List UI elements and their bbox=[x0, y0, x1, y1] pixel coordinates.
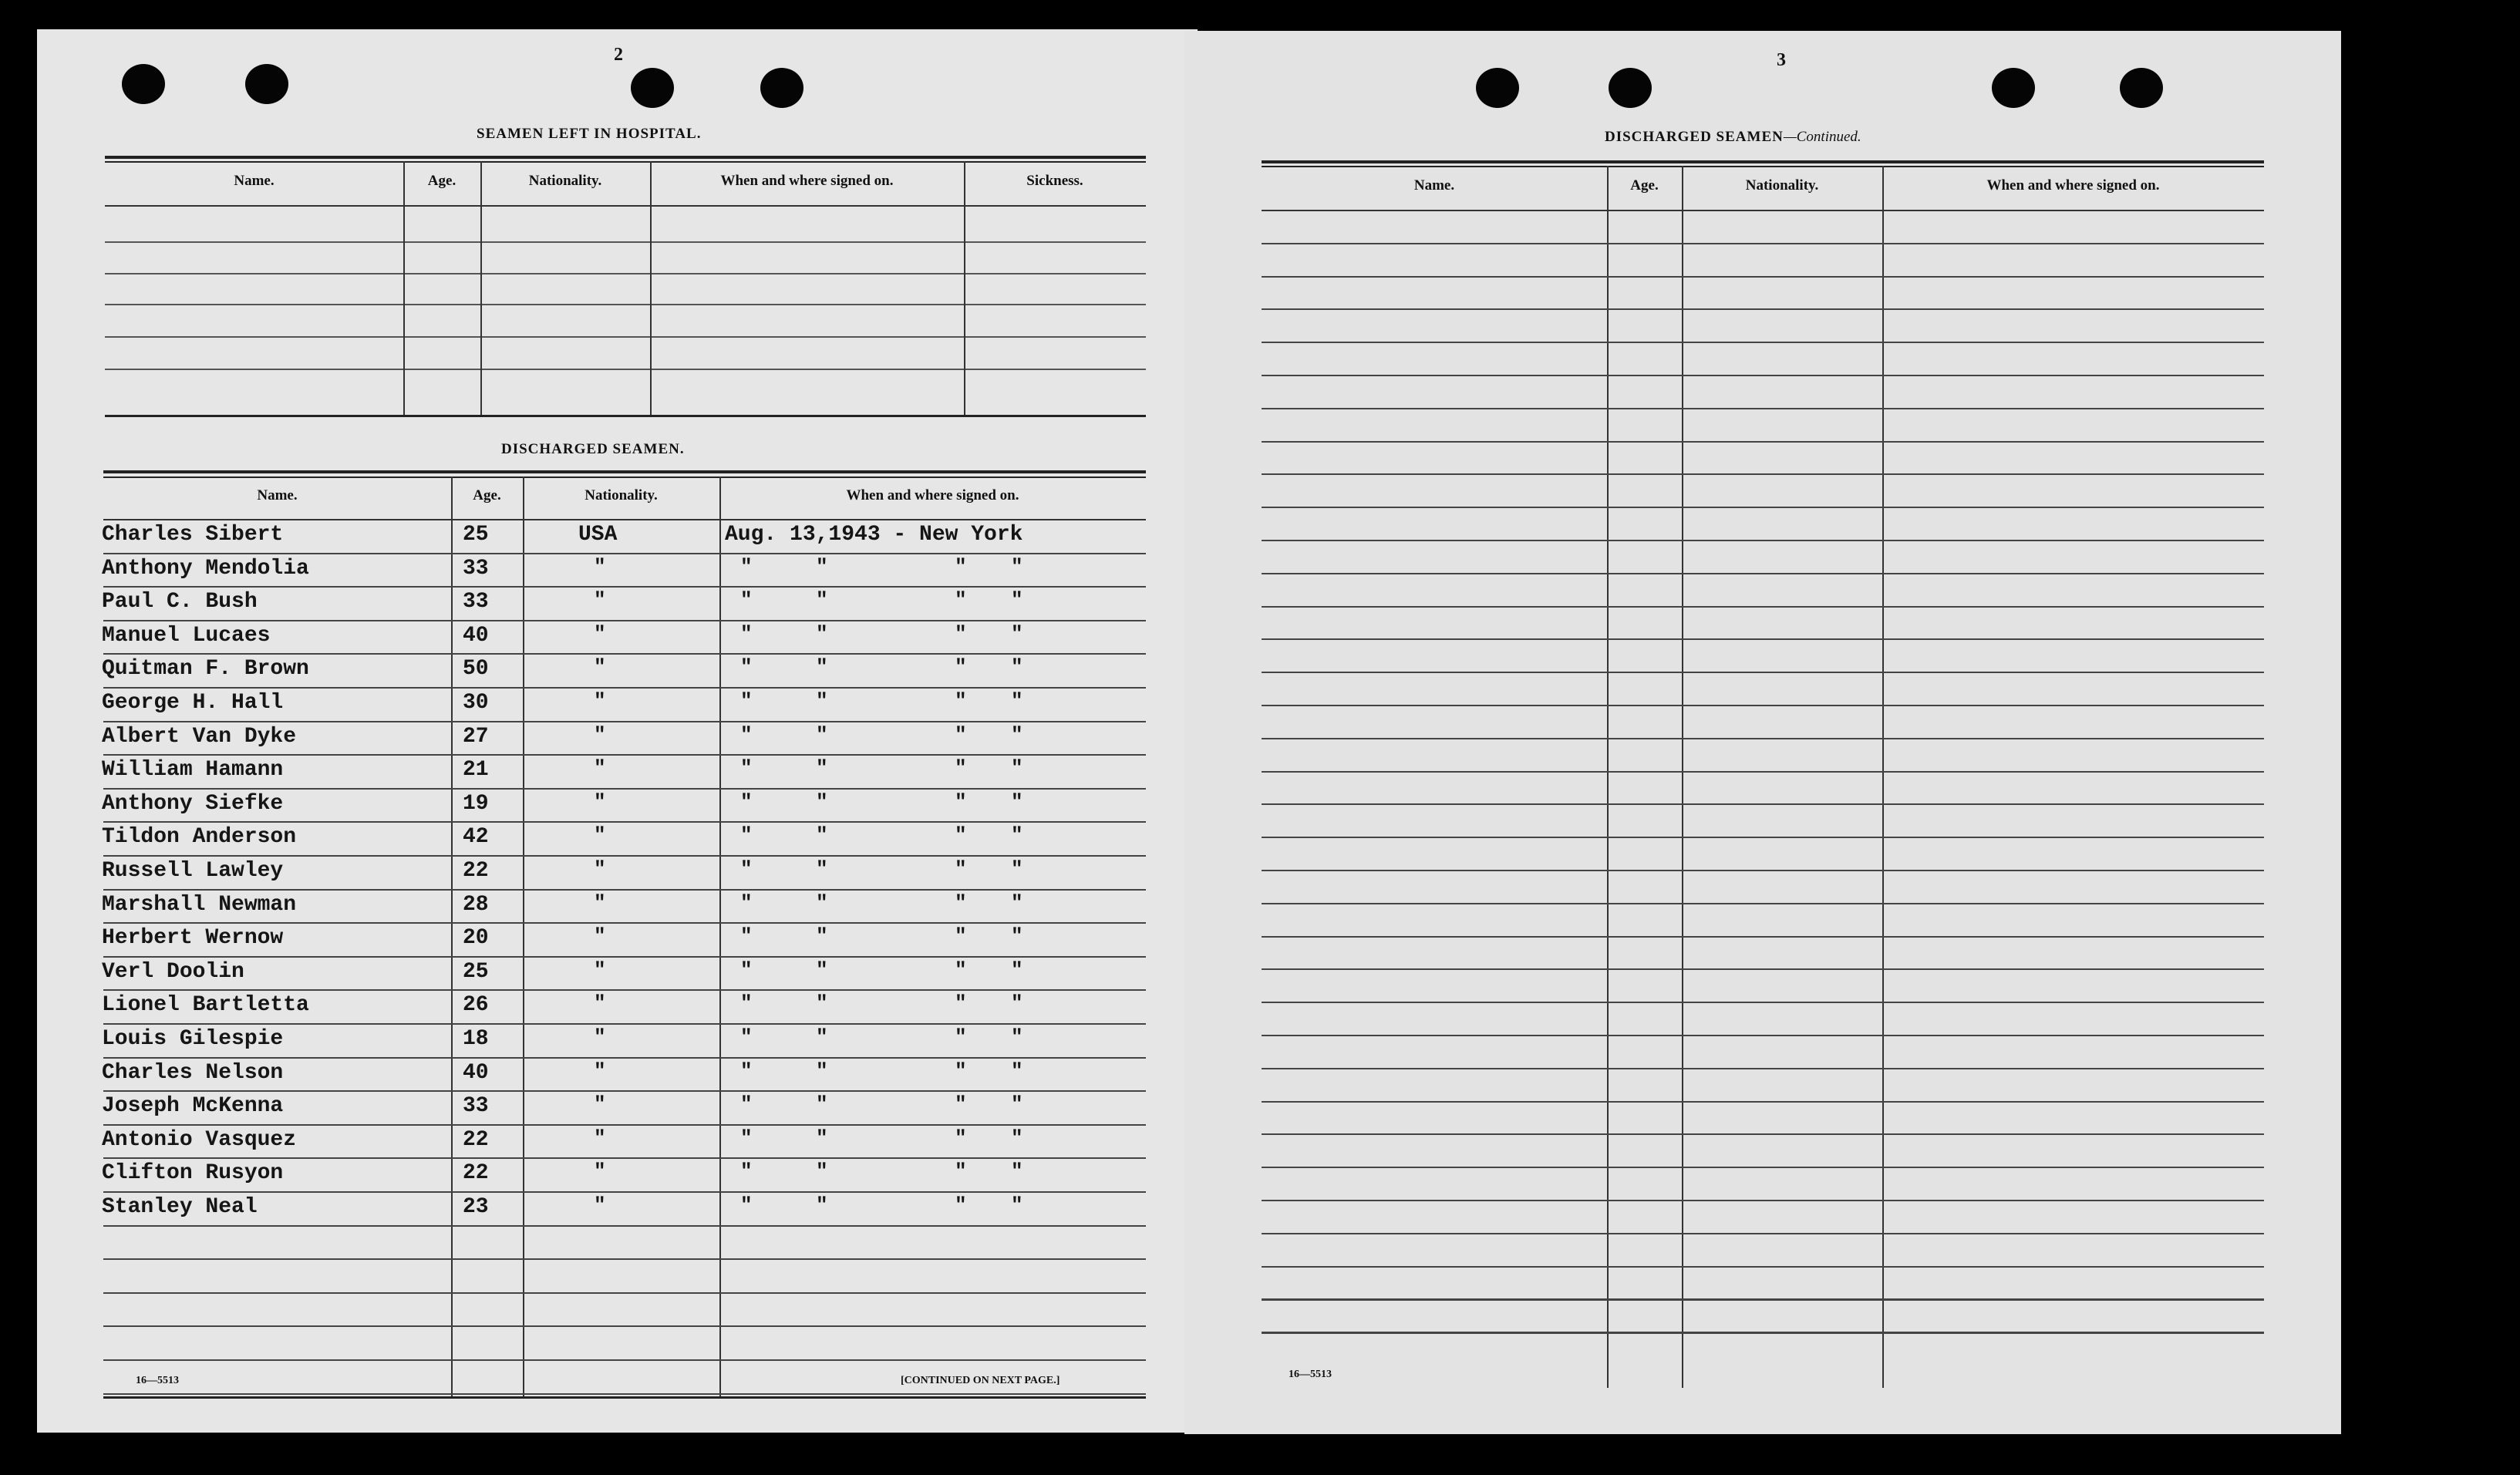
table-rule bbox=[103, 788, 1146, 790]
ditto-mark: " bbox=[955, 1194, 967, 1217]
seaman-name: George H. Hall bbox=[102, 691, 284, 715]
ditto-mark: " bbox=[955, 1059, 967, 1083]
ditto-mark: " bbox=[1011, 655, 1023, 679]
punch-hole bbox=[1609, 68, 1652, 108]
table-rule bbox=[103, 687, 1146, 689]
seaman-age: 33 bbox=[463, 557, 489, 581]
table-rule bbox=[103, 855, 1146, 857]
seaman-name: Russell Lawley bbox=[102, 859, 284, 883]
ditto-mark: " bbox=[594, 958, 606, 982]
table-rule bbox=[1262, 1233, 2264, 1234]
table-rule bbox=[1262, 903, 2264, 904]
ditto-mark: " bbox=[740, 655, 753, 679]
seaman-age: 20 bbox=[463, 926, 489, 950]
seaman-age: 23 bbox=[463, 1195, 489, 1219]
ditto-mark: " bbox=[955, 655, 967, 679]
punch-hole bbox=[122, 64, 165, 104]
ditto-mark: " bbox=[1011, 924, 1023, 948]
ditto-mark: " bbox=[816, 992, 828, 1015]
seaman-age: 18 bbox=[463, 1027, 489, 1051]
ditto-mark: " bbox=[594, 823, 606, 847]
ditto-mark: " bbox=[740, 1059, 753, 1083]
ditto-mark: " bbox=[1011, 857, 1023, 881]
ditto-mark: " bbox=[740, 1025, 753, 1049]
hospital-header-sickness: Sickness. bbox=[1026, 173, 1083, 189]
discharged-header-age: Age. bbox=[473, 487, 501, 503]
table-rule bbox=[1262, 870, 2264, 871]
ditto-mark: " bbox=[1011, 1059, 1023, 1083]
ditto-mark: " bbox=[594, 655, 606, 679]
table-rule bbox=[103, 1393, 1146, 1395]
table-rule bbox=[1262, 1002, 2264, 1003]
seaman-name: Herbert Wernow bbox=[102, 926, 284, 950]
table-rule bbox=[1262, 705, 2264, 706]
ditto-mark: " bbox=[594, 857, 606, 881]
seaman-age: 33 bbox=[463, 1094, 489, 1118]
table-rule bbox=[103, 889, 1146, 891]
table-rule bbox=[103, 1225, 1146, 1227]
table-rule bbox=[1262, 573, 2264, 574]
ditto-mark: " bbox=[740, 588, 753, 611]
table-rule bbox=[103, 922, 1146, 924]
seaman-name: Joseph McKenna bbox=[102, 1094, 284, 1118]
table-rule bbox=[1262, 375, 2264, 376]
table-rule bbox=[103, 1359, 1146, 1361]
ditto-mark: " bbox=[1011, 588, 1023, 611]
table-rule bbox=[103, 1090, 1146, 1092]
ditto-mark: " bbox=[594, 689, 606, 712]
table-rule bbox=[1262, 1298, 2264, 1301]
ditto-mark: " bbox=[594, 723, 606, 746]
ditto-mark: " bbox=[740, 992, 753, 1015]
seaman-name: Lionel Bartletta bbox=[102, 993, 309, 1017]
right-page bbox=[1184, 31, 2341, 1434]
seaman-name: Clifton Rusyon bbox=[102, 1161, 284, 1185]
hospital-header-signed-on: When and where signed on. bbox=[720, 173, 894, 189]
ditto-mark: " bbox=[955, 756, 967, 780]
ditto-mark: " bbox=[1011, 992, 1023, 1015]
punch-hole bbox=[760, 68, 804, 108]
punch-hole bbox=[245, 64, 288, 104]
ditto-mark: " bbox=[594, 1059, 606, 1083]
table-rule bbox=[103, 1325, 1146, 1327]
table-rule bbox=[103, 1258, 1146, 1260]
table-rule bbox=[1262, 606, 2264, 608]
seaman-age: 42 bbox=[463, 825, 489, 849]
table-rule bbox=[1262, 1133, 2264, 1135]
punch-hole bbox=[1476, 68, 1519, 108]
table-rule bbox=[103, 586, 1146, 588]
seaman-name: Anthony Siefke bbox=[102, 792, 284, 816]
ditto-mark: " bbox=[955, 689, 967, 712]
ditto-mark: " bbox=[816, 958, 828, 982]
ditto-mark: " bbox=[955, 958, 967, 982]
seaman-name: Antonio Vasquez bbox=[102, 1128, 297, 1152]
seaman-name: Paul C. Bush bbox=[102, 590, 258, 614]
ditto-mark: " bbox=[955, 992, 967, 1015]
ditto-mark: " bbox=[594, 1025, 606, 1049]
ditto-mark: " bbox=[1011, 622, 1023, 645]
seaman-name: Charles Nelson bbox=[102, 1061, 284, 1085]
ditto-mark: " bbox=[955, 555, 967, 578]
ditto-mark: " bbox=[740, 924, 753, 948]
seaman-name: Charles Sibert bbox=[102, 523, 284, 547]
ditto-mark: " bbox=[816, 790, 828, 813]
ditto-mark: " bbox=[955, 1160, 967, 1183]
seaman-age: 21 bbox=[463, 758, 489, 782]
table-rule bbox=[1262, 738, 2264, 739]
title-suffix: —Continued. bbox=[1783, 129, 1861, 145]
seaman-name: Anthony Mendolia bbox=[102, 557, 309, 581]
ditto-mark: " bbox=[740, 689, 753, 712]
ditto-mark: " bbox=[1011, 1093, 1023, 1116]
ditto-mark: " bbox=[594, 756, 606, 780]
ditto-mark: " bbox=[740, 857, 753, 881]
ditto-mark: " bbox=[1011, 823, 1023, 847]
table-rule bbox=[1262, 1068, 2264, 1069]
table-rule bbox=[1262, 968, 2264, 970]
ditto-mark: " bbox=[955, 622, 967, 645]
page-number: 2 bbox=[614, 45, 623, 65]
ditto-mark: " bbox=[955, 891, 967, 914]
ditto-mark: " bbox=[594, 1160, 606, 1183]
table-rule bbox=[1262, 803, 2264, 805]
seaman-age: 22 bbox=[463, 859, 489, 883]
form-number: 16—5513 bbox=[1289, 1369, 1332, 1380]
seaman-name: Tildon Anderson bbox=[102, 825, 297, 849]
ditto-mark: " bbox=[816, 1093, 828, 1116]
table-rule bbox=[103, 1191, 1146, 1193]
table-rule bbox=[1262, 1200, 2264, 1201]
ditto-mark: " bbox=[1011, 790, 1023, 813]
table-rule bbox=[1262, 1332, 2264, 1334]
title-text: DISCHARGED SEAMEN bbox=[1605, 129, 1784, 145]
table-rule bbox=[1262, 441, 2264, 443]
page-number: 3 bbox=[1777, 50, 1786, 70]
table-rule bbox=[103, 553, 1146, 554]
seaman-name: Marshall Newman bbox=[102, 893, 297, 917]
ditto-mark: " bbox=[740, 1160, 753, 1183]
ditto-mark: " bbox=[594, 1093, 606, 1116]
ditto-mark: " bbox=[594, 1126, 606, 1150]
seaman-name: Louis Gilespie bbox=[102, 1027, 284, 1051]
table-rule bbox=[103, 1057, 1146, 1059]
ditto-mark: " bbox=[816, 588, 828, 611]
table-rule bbox=[1262, 408, 2264, 409]
ditto-mark: " bbox=[816, 622, 828, 645]
table-rule bbox=[1262, 276, 2264, 278]
discharged-header-signed-on: When and where signed on. bbox=[846, 487, 1019, 503]
ditto-mark: " bbox=[1011, 723, 1023, 746]
ditto-mark: " bbox=[1011, 891, 1023, 914]
ditto-mark: " bbox=[740, 1194, 753, 1217]
continued-note: [CONTINUED ON NEXT PAGE.] bbox=[901, 1375, 1060, 1386]
ditto-mark: " bbox=[740, 622, 753, 645]
table-rule bbox=[103, 821, 1146, 823]
table-rule bbox=[1262, 1035, 2264, 1036]
ditto-mark: " bbox=[740, 823, 753, 847]
ditto-mark: " bbox=[1011, 689, 1023, 712]
ditto-mark: " bbox=[816, 555, 828, 578]
seaman-age: 22 bbox=[463, 1161, 489, 1185]
ditto-mark: " bbox=[955, 723, 967, 746]
ditto-mark: " bbox=[740, 723, 753, 746]
ditto-mark: " bbox=[955, 588, 967, 611]
continued-header-nationality: Nationality. bbox=[1745, 177, 1819, 194]
ditto-mark: " bbox=[816, 857, 828, 881]
ditto-mark: " bbox=[740, 790, 753, 813]
continued-header-name: Name. bbox=[1413, 177, 1455, 194]
table-rule bbox=[1262, 342, 2264, 343]
table-rule bbox=[1262, 308, 2264, 310]
form-number: 16—5513 bbox=[136, 1375, 179, 1386]
table-rule bbox=[1262, 771, 2264, 773]
hospital-header-name: Name. bbox=[234, 173, 275, 189]
seaman-name: Verl Doolin bbox=[102, 960, 244, 984]
ditto-mark: " bbox=[1011, 1025, 1023, 1049]
seaman-age: 50 bbox=[463, 657, 489, 681]
table-rule bbox=[1262, 672, 2264, 673]
ditto-mark: " bbox=[594, 1194, 606, 1217]
seaman-name: Manuel Lucaes bbox=[102, 624, 271, 648]
seaman-name: Albert Van Dyke bbox=[102, 725, 297, 749]
seaman-age: 19 bbox=[463, 792, 489, 816]
ditto-mark: " bbox=[816, 924, 828, 948]
table-rule bbox=[103, 1023, 1146, 1025]
ditto-mark: " bbox=[594, 891, 606, 914]
discharged-section-title: DISCHARGED SEAMEN. bbox=[501, 441, 685, 457]
table-rule bbox=[1262, 507, 2264, 508]
punch-hole bbox=[1992, 68, 2035, 108]
seaman-age: 22 bbox=[463, 1128, 489, 1152]
hospital-header-nationality: Nationality. bbox=[528, 173, 602, 189]
table-rule bbox=[103, 721, 1146, 722]
table-rule bbox=[103, 956, 1146, 958]
table-rule bbox=[103, 653, 1146, 655]
ditto-mark: " bbox=[955, 924, 967, 948]
ditto-mark: " bbox=[740, 756, 753, 780]
ditto-mark: " bbox=[955, 790, 967, 813]
table-rule bbox=[1262, 540, 2264, 541]
table-rule bbox=[103, 989, 1146, 991]
ditto-mark: " bbox=[740, 1126, 753, 1150]
table-rule bbox=[1262, 1101, 2264, 1103]
seaman-age: 25 bbox=[463, 960, 489, 984]
table-rule bbox=[1262, 473, 2264, 475]
ditto-mark: " bbox=[740, 555, 753, 578]
ditto-mark: " bbox=[816, 891, 828, 914]
ditto-mark: " bbox=[740, 958, 753, 982]
table-rule bbox=[1262, 243, 2264, 244]
ditto-mark: " bbox=[1011, 555, 1023, 578]
ditto-mark: " bbox=[955, 857, 967, 881]
hospital-header-age: Age. bbox=[427, 173, 456, 189]
table-rule bbox=[1262, 936, 2264, 938]
ditto-mark: " bbox=[955, 823, 967, 847]
ditto-mark: " bbox=[816, 823, 828, 847]
ditto-mark: " bbox=[816, 1025, 828, 1049]
table-rule bbox=[1262, 1266, 2264, 1268]
table-rule bbox=[1262, 1167, 2264, 1168]
ditto-mark: " bbox=[816, 1194, 828, 1217]
discharged-header-nationality: Nationality. bbox=[585, 487, 658, 503]
ditto-mark: " bbox=[816, 1059, 828, 1083]
table-rule bbox=[103, 754, 1146, 756]
seaman-name: Quitman F. Brown bbox=[102, 657, 309, 681]
ditto-mark: " bbox=[1011, 958, 1023, 982]
seaman-age: 25 bbox=[463, 523, 489, 547]
ditto-mark: " bbox=[816, 689, 828, 712]
continued-header-signed-on: When and where signed on. bbox=[1986, 177, 2160, 194]
left-page bbox=[37, 29, 1198, 1433]
continued-header-age: Age. bbox=[1630, 177, 1659, 194]
ditto-mark: " bbox=[594, 924, 606, 948]
ditto-mark: " bbox=[1011, 1160, 1023, 1183]
ditto-mark: " bbox=[594, 588, 606, 611]
ditto-mark: " bbox=[816, 1160, 828, 1183]
ditto-mark: " bbox=[594, 790, 606, 813]
ditto-mark: " bbox=[1011, 756, 1023, 780]
seaman-age: 40 bbox=[463, 1061, 489, 1085]
ditto-mark: " bbox=[594, 622, 606, 645]
ditto-mark: " bbox=[955, 1126, 967, 1150]
discharged-continued-title bbox=[1605, 129, 1861, 146]
table-rule bbox=[103, 1157, 1146, 1159]
table-rule bbox=[103, 1292, 1146, 1294]
ditto-mark: " bbox=[1011, 1194, 1023, 1217]
table-rule bbox=[103, 620, 1146, 621]
hospital-section-title: SEAMEN LEFT IN HOSPITAL. bbox=[477, 126, 702, 142]
seaman-name: Stanley Neal bbox=[102, 1195, 258, 1219]
ditto-mark: " bbox=[816, 723, 828, 746]
punch-hole bbox=[2120, 68, 2163, 108]
ditto-mark: " bbox=[816, 1126, 828, 1150]
ditto-mark: " bbox=[740, 891, 753, 914]
seaman-age: 26 bbox=[463, 993, 489, 1017]
table-rule bbox=[103, 1124, 1146, 1126]
ditto-mark: " bbox=[594, 555, 606, 578]
ditto-mark: " bbox=[594, 992, 606, 1015]
ditto-mark: " bbox=[1011, 1126, 1023, 1150]
table-rule bbox=[1262, 837, 2264, 838]
seaman-age: 33 bbox=[463, 590, 489, 614]
seaman-signed-on: Aug. 13,1943 - New York bbox=[725, 523, 1023, 547]
ditto-mark: " bbox=[955, 1025, 967, 1049]
seaman-age: 28 bbox=[463, 893, 489, 917]
seaman-age: 30 bbox=[463, 691, 489, 715]
ditto-mark: " bbox=[740, 1093, 753, 1116]
seaman-name: William Hamann bbox=[102, 758, 284, 782]
ditto-mark: " bbox=[816, 655, 828, 679]
seaman-nationality: USA bbox=[578, 523, 618, 547]
punch-hole bbox=[631, 68, 674, 108]
table-rule bbox=[1262, 638, 2264, 640]
discharged-header-name: Name. bbox=[257, 487, 298, 503]
ditto-mark: " bbox=[816, 756, 828, 780]
seaman-age: 40 bbox=[463, 624, 489, 648]
seaman-age: 27 bbox=[463, 725, 489, 749]
ditto-mark: " bbox=[955, 1093, 967, 1116]
